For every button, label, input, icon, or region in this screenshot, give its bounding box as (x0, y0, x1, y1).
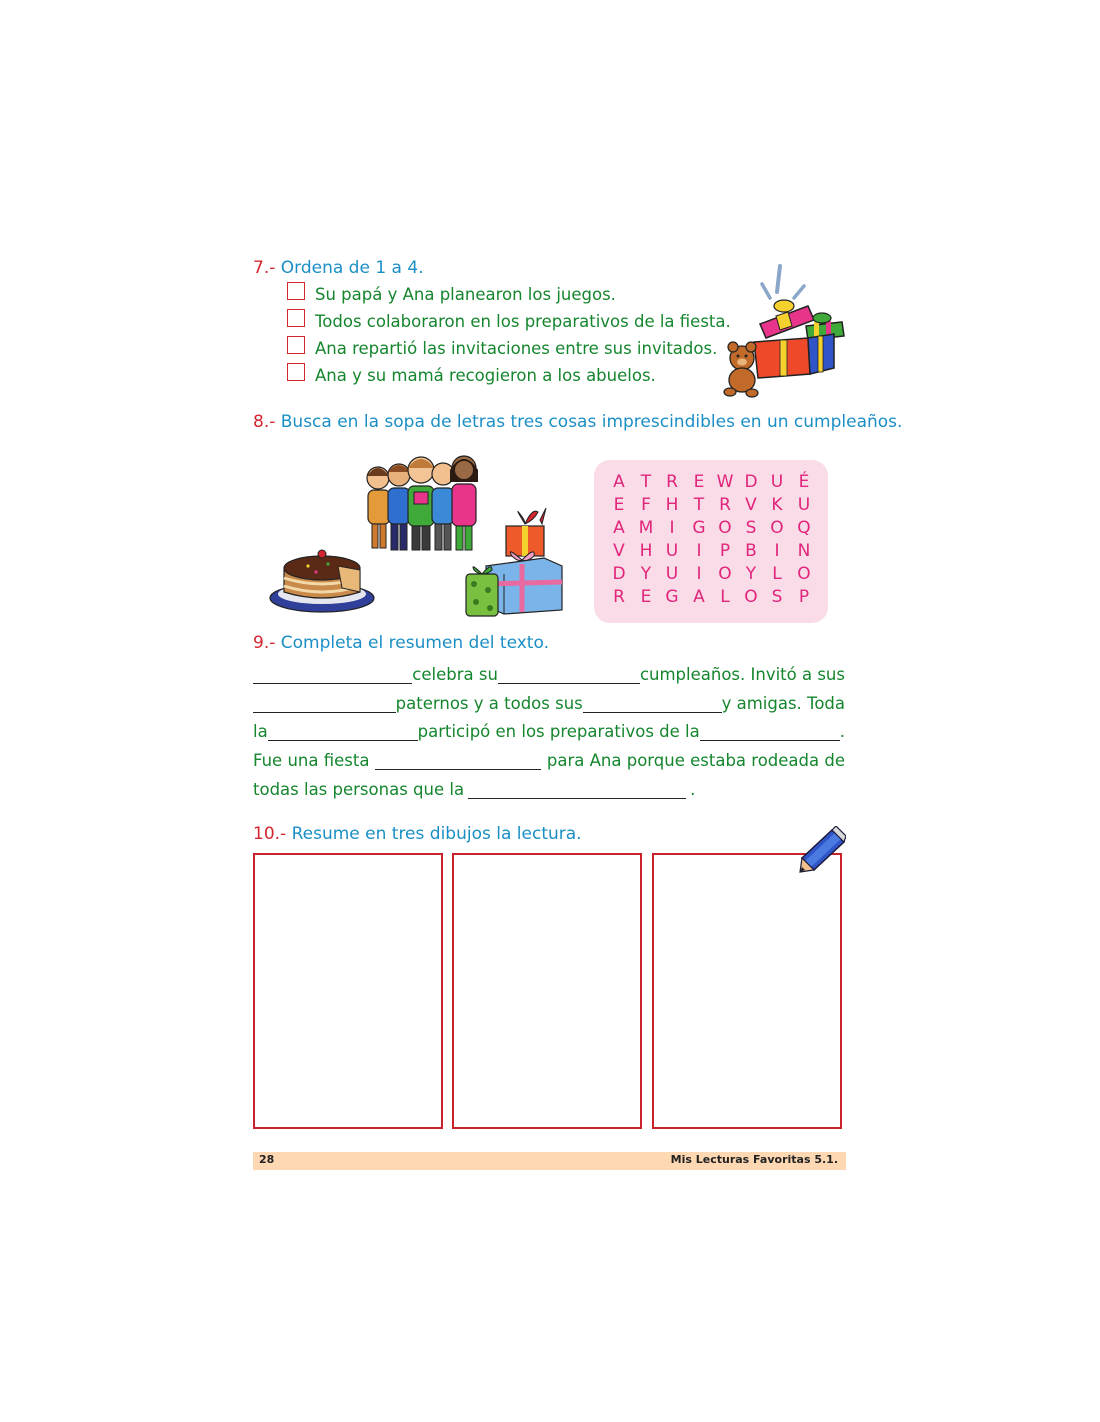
word-search-row-3 (594, 518, 828, 541)
gift-box-teddy-icon (722, 262, 846, 400)
letter-cell[interactable]: O (744, 587, 758, 607)
word-search-row-1 (594, 472, 828, 495)
letter-cell[interactable]: L (720, 587, 730, 607)
summary-line-4 (253, 744, 845, 770)
presents-stack-icon (462, 504, 566, 618)
q9-title: Completa el resumen del texto. (280, 633, 549, 653)
letter-cell[interactable]: S (771, 587, 783, 607)
blank-field[interactable] (253, 694, 396, 713)
letter-cell[interactable]: P (719, 541, 731, 561)
summary-text: participó en los preparativos de la (417, 722, 700, 741)
blank-field[interactable] (268, 722, 418, 741)
word-search-grid (594, 460, 828, 623)
letter-cell[interactable]: M (638, 518, 654, 538)
letter-cell[interactable]: O (770, 518, 784, 538)
summary-text: y amigas. Toda (721, 694, 845, 713)
summary-text: paternos y a todos sus (395, 694, 583, 713)
letter-cell[interactable]: N (797, 541, 811, 561)
summary-text: la (253, 722, 268, 741)
drawing-box-3[interactable] (652, 853, 842, 1129)
letter-cell[interactable]: O (718, 518, 732, 538)
letter-cell[interactable]: I (774, 541, 780, 561)
letter-cell[interactable]: G (665, 587, 679, 607)
book-title: Mis Lecturas Favoritas 5.1. (670, 1153, 838, 1166)
q8-title: Busca en la sopa de letras tres cosas imprescindibles en un cumpleaños. (280, 412, 903, 432)
blank-field[interactable] (375, 751, 541, 770)
letter-cell[interactable]: R (666, 472, 678, 492)
letter-cell[interactable]: U (770, 472, 784, 492)
letter-cell[interactable]: E (640, 587, 652, 607)
letter-cell[interactable]: G (692, 518, 706, 538)
word-search-row-2 (594, 495, 828, 518)
summary-line-1 (253, 658, 845, 684)
q8-heading (253, 412, 902, 432)
summary-line-5 (253, 773, 845, 799)
summary-text: celebra su (412, 665, 498, 684)
q7-number: 7.- (253, 258, 276, 278)
letter-cell[interactable]: R (613, 587, 625, 607)
summary-end-group (700, 722, 845, 741)
letter-cell[interactable]: E (613, 495, 625, 515)
summary-line-2 (253, 687, 845, 713)
letter-cell[interactable]: O (797, 564, 811, 584)
letter-cell[interactable]: F (641, 495, 651, 515)
q7-item-4: Ana y su mamá recogieron a los abuelos. (315, 366, 656, 385)
q10-heading (253, 824, 582, 844)
q10-number: 10.- (253, 824, 287, 844)
letter-cell[interactable]: B (745, 541, 757, 561)
summary-text: cumpleaños. Invitó a sus (639, 665, 845, 684)
blank-field[interactable] (583, 694, 722, 713)
drawing-box-2[interactable] (452, 853, 642, 1129)
letter-cell[interactable]: V (613, 541, 625, 561)
q8-number: 8.- (253, 412, 276, 432)
letter-cell[interactable]: D (612, 564, 626, 584)
order-box-3[interactable] (287, 336, 305, 354)
summary-line-3 (253, 715, 845, 741)
letter-cell[interactable]: D (744, 472, 758, 492)
blank-field[interactable] (700, 722, 840, 741)
q9-heading (253, 633, 549, 653)
drawing-box-1[interactable] (253, 853, 443, 1129)
letter-cell[interactable]: U (665, 541, 679, 561)
letter-cell[interactable]: H (665, 495, 679, 515)
order-box-1[interactable] (287, 282, 305, 300)
letter-cell[interactable]: Q (797, 518, 811, 538)
pencil-icon (798, 826, 846, 874)
q7-heading (253, 258, 424, 278)
blank-field[interactable] (468, 780, 686, 799)
letter-cell[interactable]: S (745, 518, 757, 538)
letter-cell[interactable]: É (798, 472, 810, 492)
q10-title: Resume en tres dibujos la lectura. (291, 824, 582, 844)
q7-item-1: Su papá y Ana planearon los juegos. (315, 285, 616, 304)
summary-text: Fue una fiesta (253, 751, 370, 770)
word-search-row-5 (594, 564, 828, 587)
q7-title: Ordena de 1 a 4. (280, 258, 424, 278)
blank-field[interactable] (253, 665, 412, 684)
letter-cell[interactable]: K (771, 495, 783, 515)
summary-text: para Ana porque estaba rodeada de (546, 751, 845, 770)
letter-cell[interactable]: A (613, 472, 625, 492)
q7-item-3: Ana repartió las invitaciones entre sus invitados. (315, 339, 718, 358)
letter-cell[interactable]: L (772, 564, 782, 584)
page-footer (253, 1152, 846, 1170)
letter-cell[interactable]: I (696, 564, 702, 584)
word-search-row-4 (594, 541, 828, 564)
order-box-4[interactable] (287, 363, 305, 381)
letter-cell[interactable]: E (693, 472, 705, 492)
birthday-cake-icon (268, 542, 376, 614)
q7-item-2: Todos colaboraron en los preparativos de la fiesta. (315, 312, 731, 331)
page-number: 28 (259, 1153, 275, 1166)
letter-cell[interactable]: R (719, 495, 731, 515)
letter-cell[interactable]: O (718, 564, 732, 584)
letter-cell[interactable]: U (797, 495, 811, 515)
letter-cell[interactable]: H (639, 541, 653, 561)
summary-text: todas las personas que la (253, 780, 465, 799)
letter-cell[interactable]: T (693, 495, 705, 515)
letter-cell[interactable]: A (693, 587, 705, 607)
order-box-2[interactable] (287, 309, 305, 327)
letter-cell[interactable]: V (745, 495, 757, 515)
letter-cell[interactable]: I (669, 518, 675, 538)
letter-cell[interactable]: Y (745, 564, 757, 584)
word-search-row-6 (594, 587, 828, 610)
letter-cell[interactable]: I (696, 541, 702, 561)
letter-cell[interactable]: T (640, 472, 652, 492)
blank-field[interactable] (498, 665, 640, 684)
letter-cell[interactable]: U (665, 564, 679, 584)
letter-cell[interactable]: A (613, 518, 625, 538)
summary-text: . (690, 780, 696, 799)
summary-text: . (839, 722, 845, 741)
letter-cell[interactable]: W (716, 472, 734, 492)
letter-cell[interactable]: P (798, 587, 810, 607)
letter-cell[interactable]: Y (640, 564, 652, 584)
q9-number: 9.- (253, 633, 276, 653)
